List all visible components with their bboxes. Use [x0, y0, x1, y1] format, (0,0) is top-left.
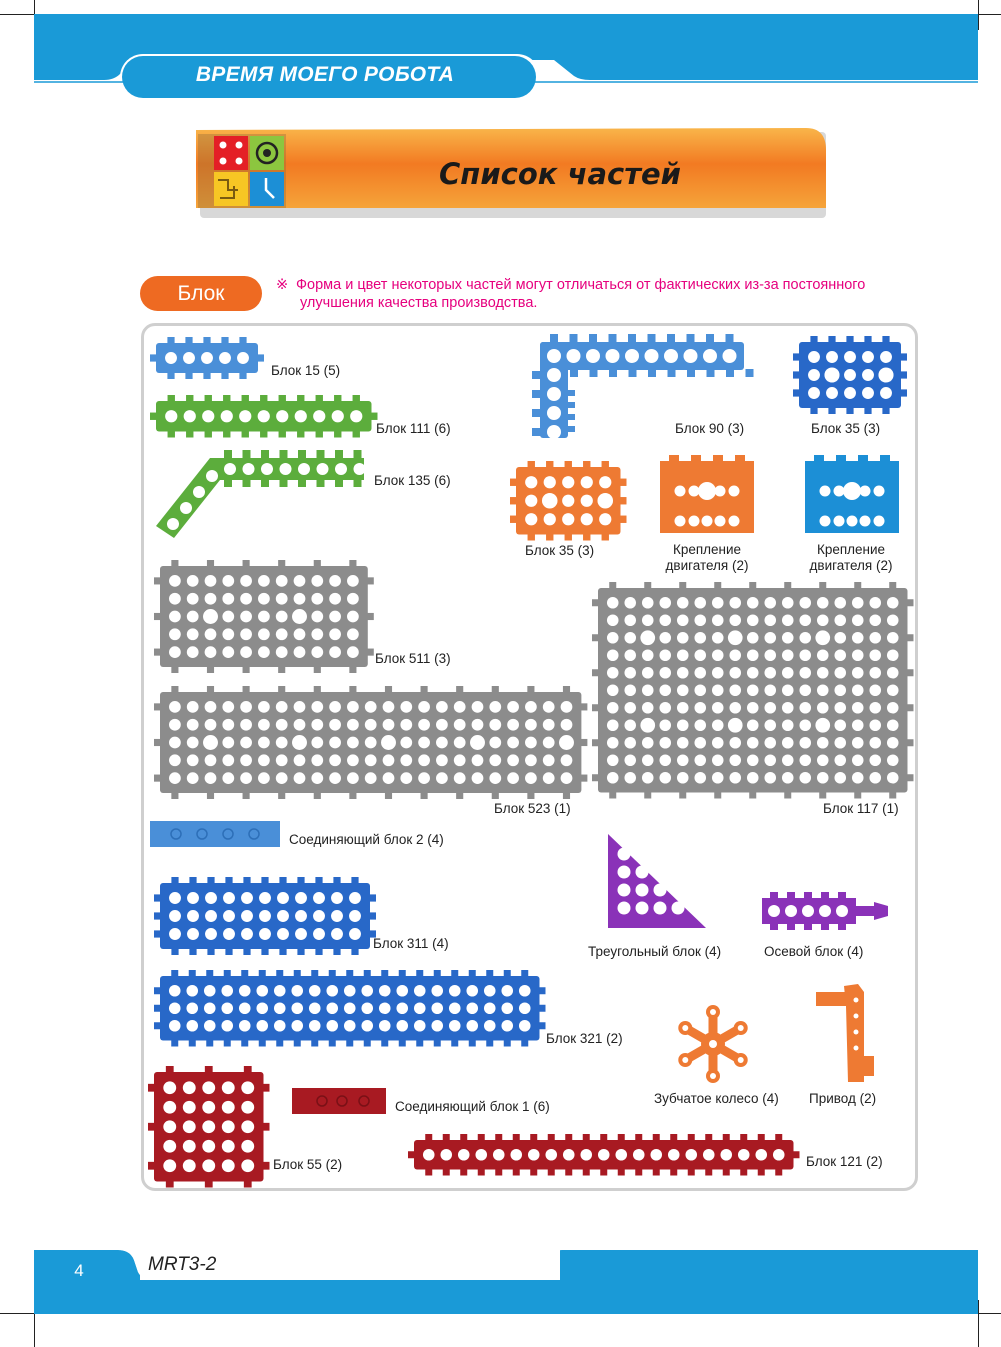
blok311-part	[154, 877, 376, 955]
blok321-part	[154, 970, 546, 1047]
label-blok511: Блок 511 (3)	[375, 651, 451, 666]
blok117-part	[592, 582, 914, 799]
crop-mark	[978, 1300, 979, 1347]
blok55-part	[148, 1066, 270, 1188]
gear-part	[668, 1004, 758, 1084]
triangle-part	[604, 832, 708, 932]
label-blok311: Блок 311 (4)	[373, 936, 449, 951]
label-gear: Зубчатое колесо (4)	[654, 1091, 779, 1106]
motor-mount-1-part	[660, 455, 754, 535]
motor-mount-2-line2: двигателя (2)	[809, 558, 893, 573]
blok135-part	[150, 446, 370, 546]
label-blok15: Блок 15 (5)	[271, 363, 341, 378]
motor-mount-1-line1: Крепление	[672, 542, 742, 557]
label-motor-mount-2	[796, 542, 906, 574]
label-blok90: Блок 90 (3)	[675, 421, 745, 436]
blok111-part	[150, 395, 378, 438]
label-blok35-orange: Блок 35 (3)	[525, 543, 595, 558]
label-triangle: Треугольный блок (4)	[588, 944, 722, 959]
label-blok35-blue: Блок 35 (3)	[811, 421, 881, 436]
header-title: ВРЕМЯ МОЕГО РОБОТА	[195, 63, 455, 86]
connector2-part	[150, 821, 280, 847]
blok121-part	[408, 1134, 800, 1176]
quality-note	[276, 276, 926, 312]
note-line-2: улучшения качества производства.	[300, 295, 538, 311]
motor-mount-2-line1: Крепление	[816, 542, 886, 557]
blok35-blue-part	[793, 336, 907, 414]
blok511-part	[154, 560, 374, 673]
label-axle-block: Осевой блок (4)	[764, 944, 864, 959]
label-blok121: Блок 121 (2)	[806, 1154, 883, 1169]
blok523-part	[154, 686, 587, 799]
label-connector2: Соединяющий блок 2 (4)	[289, 832, 444, 847]
motor-mount-2-part	[805, 455, 899, 535]
blok35-orange-part	[510, 461, 627, 541]
label-drive: Привод (2)	[809, 1091, 877, 1106]
note-line-1: Форма и цвет некоторых частей могут отличаться от фактических из-за постоянного	[296, 277, 866, 293]
label-blok135: Блок 135 (6)	[374, 473, 451, 488]
section-label-block: Блок	[140, 276, 262, 311]
page-number: 4	[74, 1261, 84, 1280]
connector1-part	[292, 1088, 386, 1114]
crop-mark	[978, 0, 979, 30]
label-blok321: Блок 321 (2)	[546, 1031, 623, 1046]
label-blok523: Блок 523 (1)	[494, 801, 571, 816]
drive-part	[814, 982, 880, 1086]
footer-code: MRT3-2	[148, 1254, 217, 1275]
motor-mount-1-line2: двигателя (2)	[665, 558, 749, 573]
parts-logo-icon	[214, 136, 284, 206]
label-connector1: Соединяющий блок 1 (6)	[395, 1099, 550, 1114]
axle-block-part	[762, 888, 890, 932]
label-blok117: Блок 117 (1)	[823, 801, 899, 816]
label-blok55: Блок 55 (2)	[273, 1157, 343, 1172]
blok15-part	[150, 337, 264, 379]
label-motor-mount-1	[652, 542, 762, 574]
banner-title: Список частей	[439, 157, 681, 191]
label-blok111: Блок 111 (6)	[376, 421, 451, 436]
note-mark: ※	[276, 277, 289, 293]
